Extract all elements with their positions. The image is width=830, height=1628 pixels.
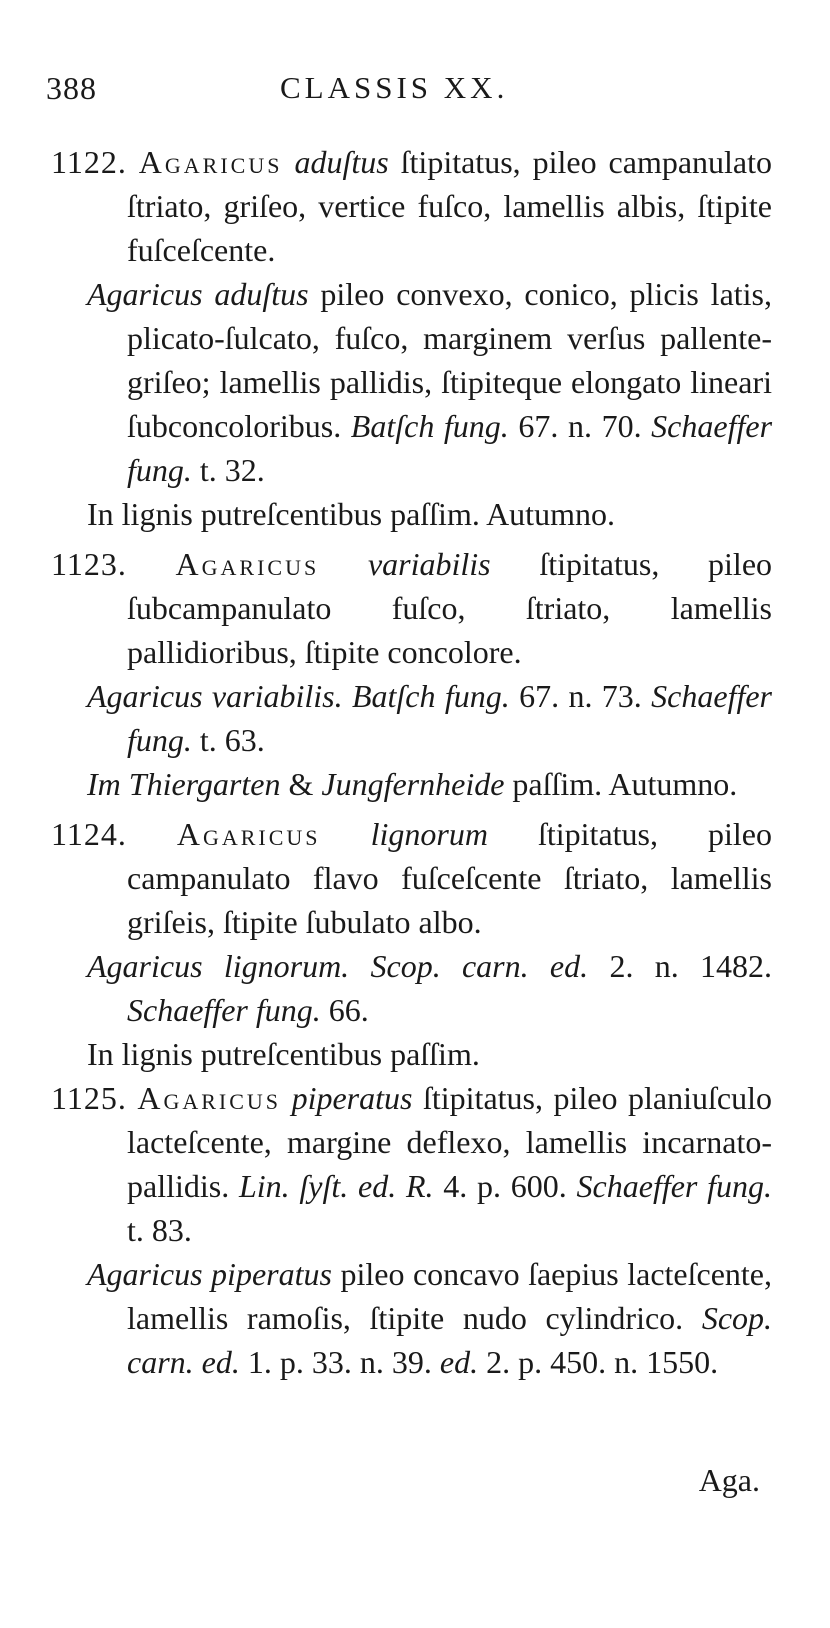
species-epithet: lignorum <box>370 816 488 852</box>
habitat-text: paſſim. Autumno. <box>512 766 738 802</box>
reference-work: Schaeffer fung. <box>576 1168 773 1204</box>
diagnosis-paragraph <box>0 812 830 944</box>
diagnosis-text: ſtipitatus, pileo ſubcampanulato fuſco, ſtriato, lamellis pallidioribus, ſtipite concolore. <box>127 546 773 670</box>
synonym-paragraph <box>0 1252 830 1384</box>
habitat-paragraph: In lignis putreſcentibus paſſim. Autumno. <box>87 496 615 532</box>
synonym-name: Agaricus lignorum. <box>87 948 350 984</box>
synonym-name: Agaricus aduſtus <box>87 276 309 312</box>
genus-name: Agaricus <box>175 546 320 582</box>
catchword: Aga. <box>698 1462 760 1498</box>
synonym-paragraph <box>0 272 830 492</box>
reference-work: Batſch fung. <box>351 678 510 714</box>
entry-number: 1124. <box>51 816 127 852</box>
reference-work: Schaeffer fung. <box>127 992 321 1028</box>
species-epithet: piperatus <box>291 1080 413 1116</box>
habitat-paragraph: In lignis putreſcentibus paſſim. <box>87 1036 480 1072</box>
diagnosis-paragraph <box>0 542 830 674</box>
reference-work: Lin. ſyſt. ed. R. <box>238 1168 434 1204</box>
reference-location: 67. n. 73. <box>519 678 642 714</box>
genus-name: Agaricus <box>137 1080 282 1116</box>
diagnosis-paragraph <box>0 140 830 272</box>
page-header <box>0 70 830 120</box>
habitat-ampersand: & <box>288 766 314 802</box>
habitat-paragraph <box>0 762 830 806</box>
entry-number: 1122. <box>51 144 127 180</box>
habitat-place: Jungfernheide <box>321 766 505 802</box>
running-head: CLASSIS XX. <box>280 70 509 105</box>
reference-work: Schaeffer fung. <box>127 408 773 488</box>
reference-location: 2. n. 1482. <box>609 948 773 984</box>
reference-work: ed. <box>439 1344 479 1380</box>
reference-location: 66. <box>328 992 369 1028</box>
entry-number: 1123. <box>51 546 127 582</box>
entry-1125 <box>0 1076 830 1384</box>
reference-location: t. 32. <box>199 452 265 488</box>
synonym-paragraph <box>0 944 830 1032</box>
synonym-name: Agaricus variabilis. <box>87 678 343 714</box>
synonym-paragraph <box>0 674 830 762</box>
reference-work: Batſch fung. <box>350 408 509 444</box>
diagnosis-paragraph <box>0 1076 830 1252</box>
diagnosis-text: ſtipitatus, pileo campanulato flavo fuſceſcente ſtriato, lamellis griſeis, ſtipite ſubulato albo. <box>127 816 773 940</box>
synonym-text: pileo concavo ſaepius lacteſcente, lamellis ramoſis, ſtipite nudo cylindrico. <box>127 1256 773 1336</box>
reference-location: 4. p. 600. <box>443 1168 567 1204</box>
habitat-place: Im Thiergarten <box>87 766 281 802</box>
species-epithet: aduſtus <box>294 144 389 180</box>
species-entries <box>0 140 830 1384</box>
entry-number: 1125. <box>51 1080 127 1116</box>
page-number: 388 <box>46 70 97 106</box>
diagnosis-text: ſtipitatus, pileo campanulato ſtriato, griſeo, vertice fuſco, lamellis albis, ſtipite fuſceſcente. <box>127 144 773 268</box>
synonym-text: pileo convexo, conico, plicis latis, plicato-ſulcato, fuſco, marginem verſus pallente-griſeo; lamellis pallidis, ſtipiteque elongato lineari ſubconcoloribus. <box>127 276 772 444</box>
diagnosis-text: ſtipitatus, pileo planiuſculo lacteſcente, margine deflexo, lamellis incarnato-pallidis. <box>127 1080 772 1204</box>
entry-1123 <box>0 542 830 806</box>
entry-1122 <box>0 140 830 536</box>
genus-name: Agaricus <box>176 816 321 852</box>
reference-location: 1. p. 33. n. 39. <box>247 1344 432 1380</box>
reference-location: t. 63. <box>199 722 265 758</box>
reference-location: 2. p. 450. n. 1550. <box>486 1344 719 1380</box>
reference-location: 67. n. 70. <box>518 408 642 444</box>
species-epithet: variabilis <box>367 546 491 582</box>
synonym-name: Agaricus piperatus <box>87 1256 332 1292</box>
reference-work: Scop. carn. ed. <box>370 948 589 984</box>
reference-work: Schaeffer fung. <box>127 678 772 758</box>
entry-1124 <box>0 812 830 1076</box>
reference-work: Scop. carn. ed. <box>127 1300 773 1380</box>
genus-name: Agaricus <box>138 144 283 180</box>
reference-location: t. 83. <box>127 1212 192 1248</box>
